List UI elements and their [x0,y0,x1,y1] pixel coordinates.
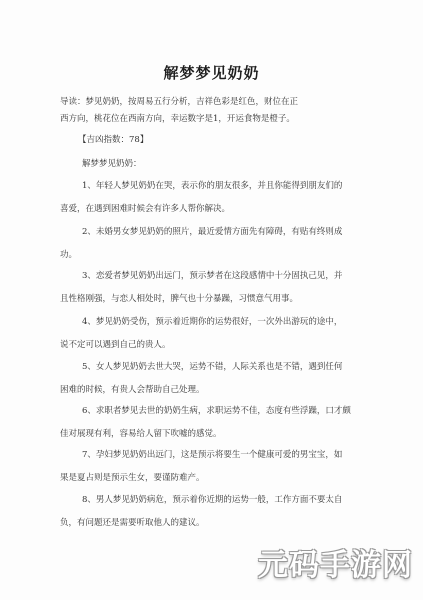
intro-line-1: 导读：梦见奶奶，按周易五行分析，吉祥色彩是红色，财位在正 [60,97,299,107]
paragraph-line: 负，有问题还是需要听取他人的建议。 [60,518,205,528]
paragraph-4 [60,316,360,352]
paragraph-line: 7、孕妇梦见奶奶出远门，这是预示将要生一个健康可爱的男宝宝，如 [82,450,343,460]
paragraph-line: 3、恋爱者梦见奶奶出远门，预示梦者在这段感情中十分固执己见，并 [82,271,343,281]
document-title: 解梦梦见奶奶 [163,64,260,82]
paragraph-line: 功。 [60,250,78,260]
paragraph-line: 说不定可以遇到自己的贵人。 [60,340,171,350]
paragraph-1 [60,180,360,216]
paragraph-6 [60,405,360,441]
paragraph-5 [60,361,360,397]
paragraph-line: 困难的时候，有贵人会帮助自己处理。 [60,385,205,395]
paragraph-line: 4、梦见奶奶受伤，预示着近期你的运势很好，一次外出游玩的途中， [82,317,343,327]
paragraph-3 [60,270,360,306]
paragraph-line: 1、年轻人梦见奶奶在哭，表示你的朋友很多，并且你能得到朋友们的 [82,181,343,191]
paragraph-7 [60,449,360,485]
paragraph-line: 8、男人梦见奶奶病危，预示着你近期的运势一般，工作方面不要太自 [82,495,343,505]
paragraph-line: 5、女人梦见奶奶去世大哭，运势不错，人际关系也是不错，遇到任何 [82,362,343,372]
paragraph-8 [60,494,360,530]
paragraph-line: 喜爱，在遇到困难时候会有许多人帮你解决。 [60,204,231,214]
paragraph-line: 2、未婚男女梦见奶奶的照片，最近爱情方面先有障碍，有贴有终则成 [82,227,343,237]
paragraph-2 [60,226,360,262]
intro-line-2: 西方向，桃花位在西南方向，幸运数字是1，开运食物是橙子。 [60,114,295,124]
score-label: 【吉凶指数：78】 [78,135,149,145]
section-subtitle: 解梦梦见奶奶： [82,159,142,169]
paragraph-line: 6、求职者梦见去世的奶奶生病，求职运势不佳，态度有些浮躁，口才颇 [82,406,351,416]
paragraph-line: 果是夏占则是预示生女，要谨防难产。 [60,473,205,483]
site-watermark: 元码手游网 [258,548,413,583]
paragraph-line: 佳对展现有利，容易给人留下吹嘘的感觉。 [60,429,222,439]
paragraph-line: 且性格刚强，与恋人相处时，脾气也十分暴躁，习惯意气用事。 [60,294,299,304]
